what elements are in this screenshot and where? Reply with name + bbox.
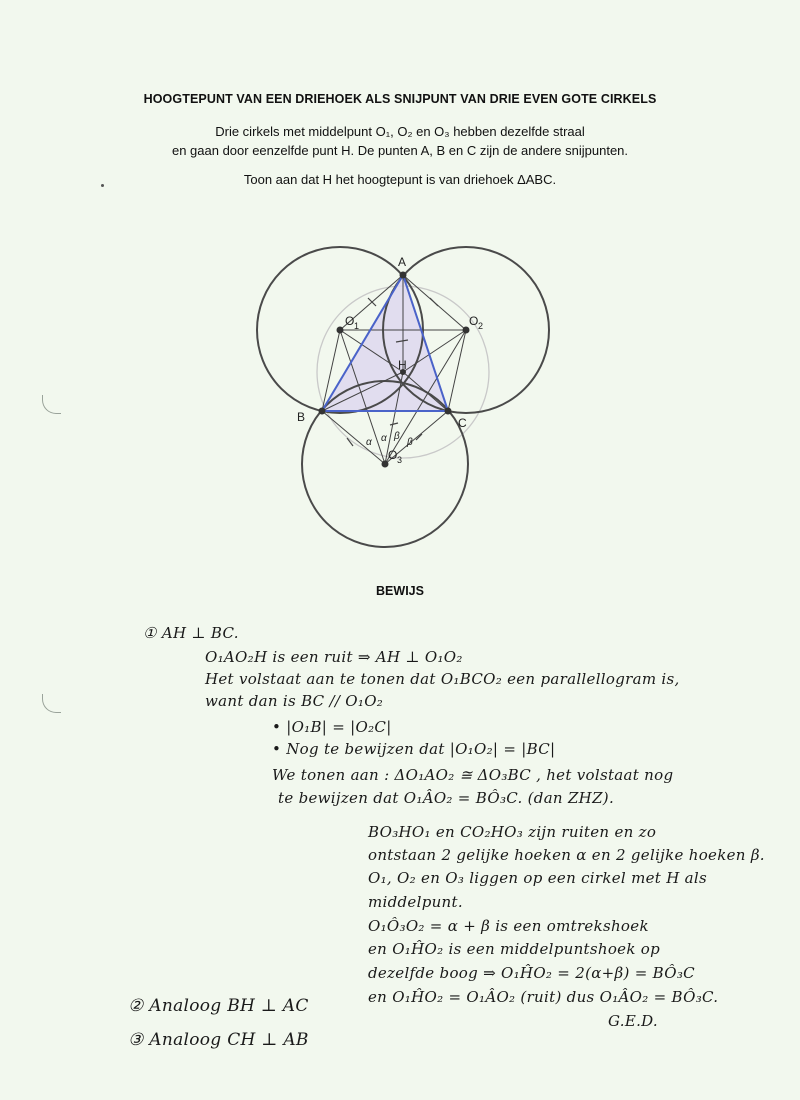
label-c: C xyxy=(458,416,467,430)
label-h: H xyxy=(398,358,407,372)
proof-line: O₁AO₂H is een ruit ⇒ AH ⊥ O₁O₂ xyxy=(205,648,463,666)
scan-mark-2 xyxy=(42,694,61,713)
proof-line: ① AH ⊥ BC. xyxy=(143,624,239,642)
label-o1-sub: 1 xyxy=(354,321,360,331)
proof-line: O₁, O₂ en O₃ liggen op een cirkel met H als xyxy=(368,869,707,887)
proof-line: ② Analoog BH ⊥ AC xyxy=(128,996,309,1016)
proof-heading: BEWIJS xyxy=(376,584,424,598)
label-alpha-2: α xyxy=(381,433,387,444)
intro-line-2: en gaan door eenzelfde punt H. De punten A, B en C zijn de andere snijpunten. xyxy=(171,143,629,158)
intro-line-1: Drie cirkels met middelpunt O₁, O₂ en O₃ hebben dezelfde straal xyxy=(215,124,585,139)
proof-line: Het volstaat aan te tonen dat O₁BCO₂ een parallellogram is, xyxy=(205,670,680,688)
proof-line: • |O₁B| = |O₂C| xyxy=(272,718,392,736)
label-o1: O xyxy=(345,314,355,328)
label-o3-sub: 3 xyxy=(397,455,403,465)
label-b: B xyxy=(297,410,306,424)
proof-line: O₁Ô₃O₂ = α + β is een omtrekshoek xyxy=(368,917,649,935)
proof-line: • Nog te bewijzen dat |O₁O₂| = |BC| xyxy=(272,740,556,758)
point-b xyxy=(319,408,326,415)
label-o2: O xyxy=(469,314,479,328)
proof-line: ③ Analoog CH ⊥ AB xyxy=(128,1030,309,1050)
proof-line: BO₃HO₁ en CO₂HO₃ zijn ruiten en zo xyxy=(368,823,657,841)
proof-line: ontstaan 2 gelijke hoeken α en 2 gelijke hoeken β. xyxy=(368,846,765,864)
proof-line: dezelfde boog ⇒ O₁ĤO₂ = 2(α+β) = BÔ₃C xyxy=(368,964,695,982)
point-a xyxy=(400,272,407,279)
label-o3: O xyxy=(388,448,398,462)
label-alpha-1: α xyxy=(366,437,372,448)
page-title: HOOGTEPUNT VAN EEN DRIEHOEK ALS SNIJPUNT VAN DRIE EVEN GOTE CIRKELS xyxy=(143,92,657,106)
proof-line: te bewijzen dat O₁ÂO₂ = BÔ₃C. (dan ZHZ). xyxy=(278,789,615,807)
point-o1 xyxy=(337,327,344,334)
proof-line: en O₁ĤO₂ = O₁ÂO₂ (ruit) dus O₁ÂO₂ = BÔ₃C. xyxy=(368,988,719,1006)
label-a: A xyxy=(398,255,407,269)
proof-line: want dan is BC // O₁O₂ xyxy=(205,692,384,710)
proof-line: G.E.D. xyxy=(608,1012,658,1030)
proof-line: en O₁ĤO₂ is een middelpuntshoek op xyxy=(368,940,661,958)
point-c xyxy=(445,408,452,415)
proof-line: middelpunt. xyxy=(368,893,463,911)
label-beta-1: β xyxy=(394,431,400,442)
task-line: Toon aan dat H het hoogtepunt is van driehoek ΔABC. xyxy=(243,172,557,187)
proof-line: We tonen aan : ΔO₁AO₂ ≅ ΔO₃BC , het volstaat nog xyxy=(272,766,674,784)
label-o2-sub: 2 xyxy=(478,321,484,331)
label-beta-2: β xyxy=(407,437,413,448)
